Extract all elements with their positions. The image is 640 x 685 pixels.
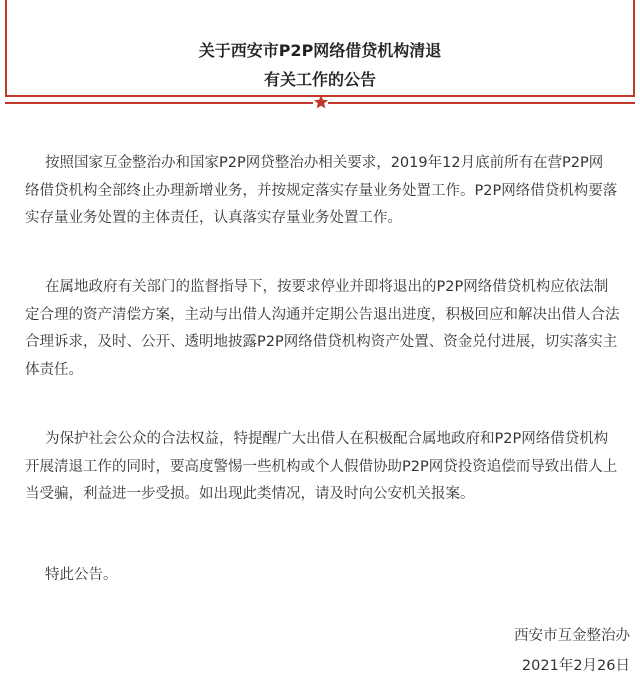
paragraph-2 (25, 274, 635, 384)
paragraph-2-line-2: 定合理的资产清偿方案，主动与出借人沟通并定期公告退出进度，积极回应和解决出借人合法 (25, 306, 620, 323)
divider-line-left (5, 102, 313, 104)
paragraph-3 (25, 426, 635, 509)
paragraph-2-line-3: 合理诉求，及时、公开、透明地披露P2P网络借贷机构资产处置、资金兑付进展，切实落实主 (25, 334, 618, 350)
page-title (0, 36, 640, 94)
title-line-1: 关于西安市P2P网络借贷机构清退 (198, 41, 442, 60)
paragraph-3-line-3: 当受骗，利益进一步受损。如出现此类情况，请及时向公安机关报案。 (25, 486, 475, 502)
paragraph-1-line-1: 按照国家互金整治办和国家P2P网贷整治办相关要求，2019年12月底前所有在营P2P网 (45, 155, 604, 171)
signature-org: 西安市互金整治办 (514, 628, 630, 644)
closing-text: 特此公告。 (45, 567, 118, 583)
paragraph-1-line-2: 络借贷机构全部终止办理新增业务，并按规定落实存量业务处置工作。P2P网络借贷机构要落 (25, 182, 618, 199)
paragraph-3-line-1: 为保护社会公众的合法权益，特提醒广大出借人在积极配合属地政府和P2P网络借贷机构 (45, 431, 609, 447)
paragraph-3-line-2: 开展清退工作的同时，要高度警惕一些机构或个人假借协助P2P网贷投资追偿而导致出借人上 (25, 458, 618, 475)
star-icon (313, 94, 329, 110)
paragraph-2-line-1: 在属地政府有关部门的监督指导下，按要求停业并即将退出的P2P网络借贷机构应依法制 (45, 279, 609, 295)
divider-line-right (328, 102, 635, 104)
signature-date: 2021年2月26日 (521, 658, 630, 674)
closing-line (45, 562, 635, 590)
title-line-2: 有关工作的公告 (263, 70, 376, 89)
paragraph-2-line-4: 体责任。 (25, 361, 83, 378)
paragraph-1 (25, 150, 635, 233)
paragraph-1-line-3: 实存量业务处置的主体责任，认真落实存量业务处置工作。 (25, 210, 402, 226)
title-divider (0, 94, 640, 112)
